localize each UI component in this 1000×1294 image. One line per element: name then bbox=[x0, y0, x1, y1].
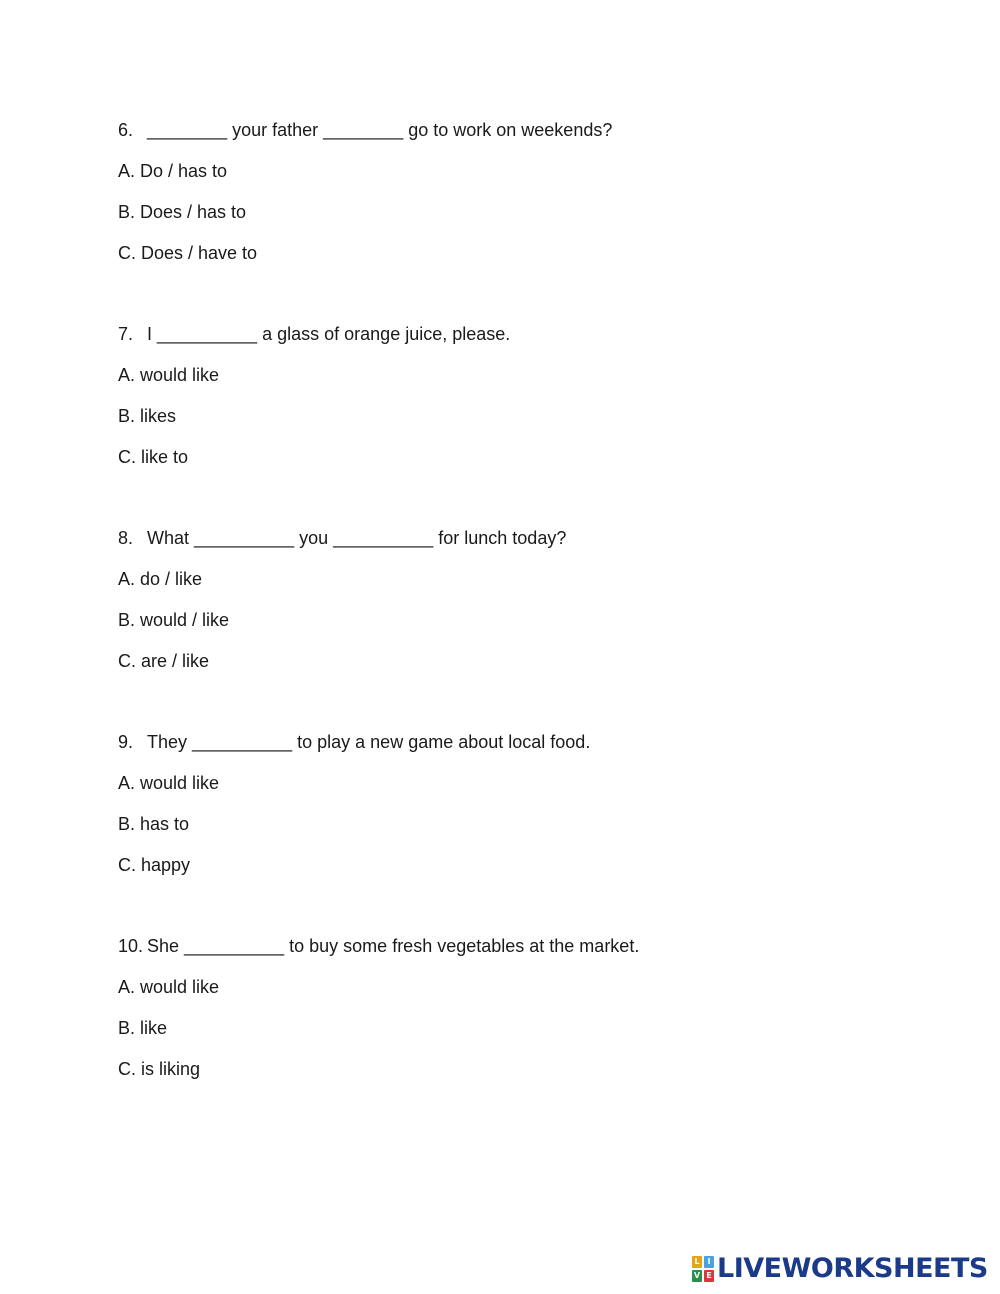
question-number: 8. bbox=[118, 528, 134, 548]
question-text: ________ your father ________ go to work on weekends? bbox=[147, 120, 613, 140]
option-a[interactable]: A. would like bbox=[118, 977, 220, 997]
option-a[interactable]: A. would like bbox=[118, 365, 220, 385]
option-b[interactable]: B. likes bbox=[118, 406, 177, 426]
logo-mark-cell: L bbox=[692, 1256, 702, 1268]
option-b[interactable]: B. like bbox=[118, 1018, 168, 1038]
logo-mark-cell: E bbox=[704, 1270, 714, 1282]
question-7 bbox=[118, 323, 878, 468]
question-10 bbox=[118, 935, 878, 1080]
question-stem bbox=[118, 731, 878, 753]
option-c[interactable]: C. are / like bbox=[118, 651, 210, 671]
question-number: 6. bbox=[118, 120, 134, 140]
question-text: I __________ a glass of orange juice, please. bbox=[147, 324, 511, 344]
liveworksheets-logo[interactable] bbox=[692, 1253, 988, 1285]
option-a[interactable]: A. Do / has to bbox=[118, 161, 228, 181]
option-c[interactable]: C. happy bbox=[118, 855, 191, 875]
question-stem bbox=[118, 119, 878, 141]
question-6 bbox=[118, 119, 878, 264]
option-b[interactable]: B. Does / has to bbox=[118, 202, 247, 222]
question-number: 9. bbox=[118, 732, 134, 752]
option-c[interactable]: C. is liking bbox=[118, 1059, 201, 1079]
logo-text: LIVEWORKSHEETS bbox=[717, 1253, 988, 1284]
option-b[interactable]: B. would / like bbox=[118, 610, 230, 630]
question-8 bbox=[118, 527, 878, 672]
question-stem bbox=[118, 527, 878, 549]
question-text: She __________ to buy some fresh vegetables at the market. bbox=[147, 936, 640, 956]
logo-mark-icon bbox=[692, 1256, 714, 1282]
question-stem bbox=[118, 935, 878, 957]
question-9 bbox=[118, 731, 878, 876]
option-b[interactable]: B. has to bbox=[118, 814, 190, 834]
question-number: 7. bbox=[118, 324, 134, 344]
question-stem bbox=[118, 323, 878, 345]
question-number: 10. bbox=[118, 936, 144, 956]
question-text: They __________ to play a new game about local food. bbox=[147, 732, 591, 752]
question-text: What __________ you __________ for lunch today? bbox=[147, 528, 567, 548]
option-a[interactable]: A. do / like bbox=[118, 569, 203, 589]
logo-mark-cell: V bbox=[693, 1271, 701, 1280]
option-c[interactable]: C. Does / have to bbox=[118, 243, 258, 263]
option-c[interactable]: C. like to bbox=[118, 447, 189, 467]
logo-mark-cell: I bbox=[704, 1256, 714, 1268]
option-a[interactable]: A. would like bbox=[118, 773, 220, 793]
